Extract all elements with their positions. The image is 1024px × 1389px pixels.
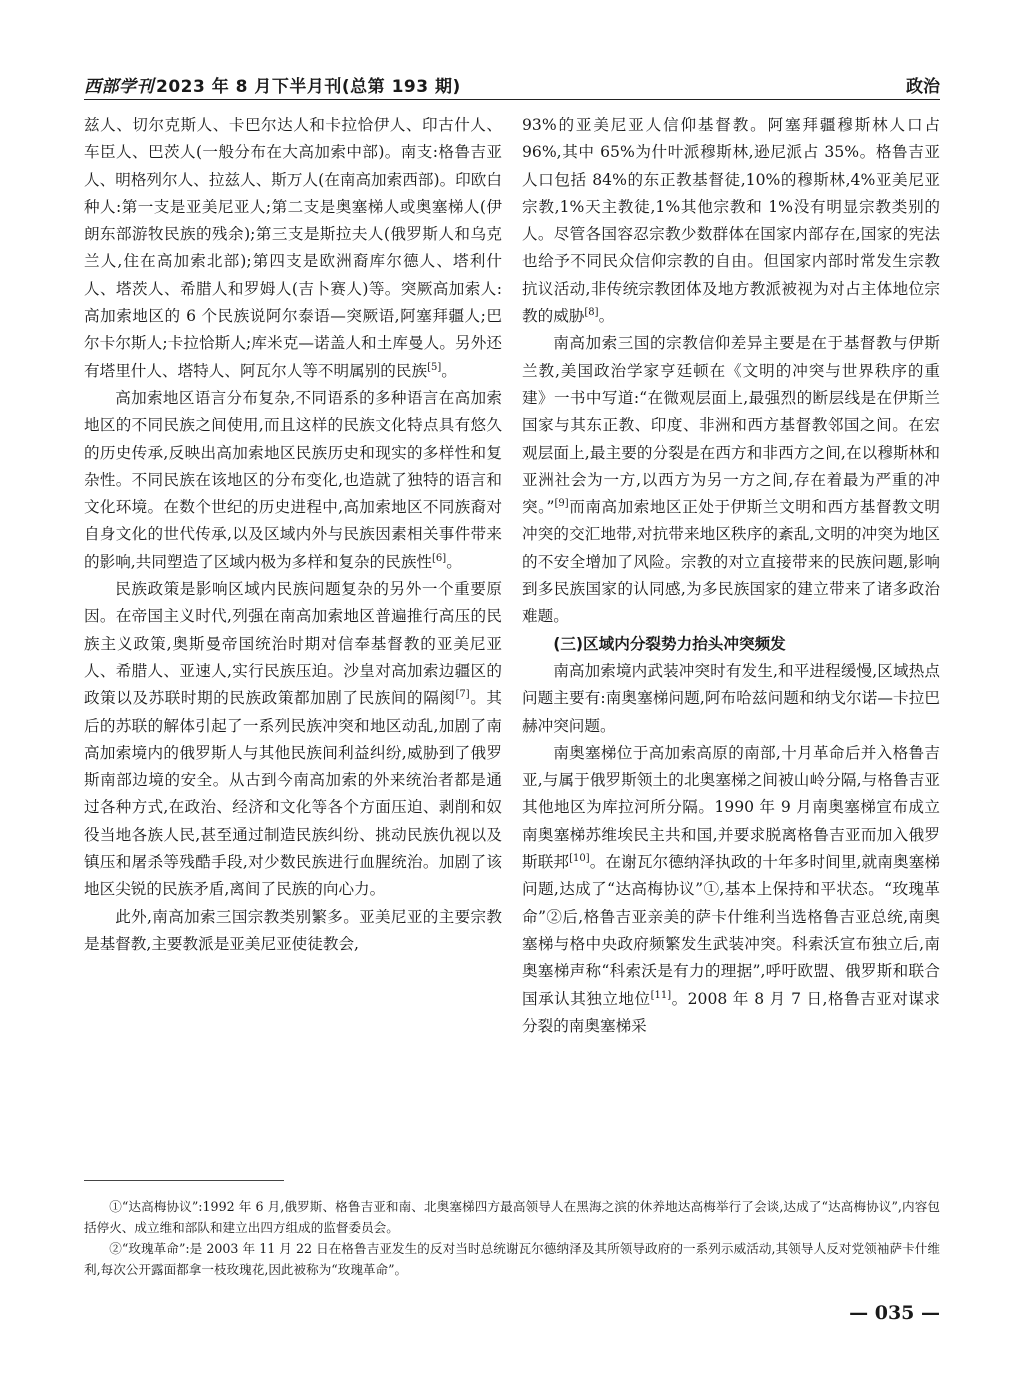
citation: [5]	[427, 361, 442, 373]
citation: [10]	[569, 852, 590, 864]
citation: [7]	[455, 689, 470, 701]
paragraph-text: 。其后的苏联的解体引起了一系列民族冲突和地区动乱,加剧了南高加索境内的俄罗斯人与其他民族间利益纠纷,威胁到了俄罗斯南部边境的安全。从古到今南高加索的外来统治者都是通过各种方式,在政治、经济和文化等各个方面压迫、剥削和奴役当地各族人民,甚至通过制造民族纠纷、挑动民族仇视以及镇压和屠杀等残酷手段,对少数民族进行血腥统治。加剧了该地区尖锐的民族矛盾,离间了民族的向心力。	[84, 689, 502, 899]
citation: [8]	[584, 306, 599, 318]
paragraph-text: 。在谢瓦尔德纳泽执政的十年多时间里,就南奥塞梯问题,达成了“达高梅协议”①,基本上保持和平状态。“玫瑰革命”②后,格鲁吉亚亲美的萨卡什维利当选格鲁吉亚总统,南奥塞梯与格中央政府频繁发生武装冲突。科索沃宣布独立后,南奥塞梯声称“科索沃是有力的理据”,呼吁欧盟、俄罗斯和联合国承认其独立地位	[522, 853, 940, 1008]
paragraph-text: 高加索地区语言分布复杂,不同语系的多种语言在高加索地区的不同民族之间使用,而且这样的民族文化特点具有悠久的历史传承,反映出高加索地区民族历史和现实的多样性和复杂性。不同民族在该地区的分布变化,也造就了独特的语言和文化环境。在数个世纪的历史进程中,高加索地区不同族裔对自身文化的世代传承,以及区域内外与民族因素相关事件带来的影响,共同塑造了区域内极为多样和复杂的民族性	[84, 388, 502, 571]
journal-logo: 西部学刊	[84, 77, 154, 97]
paragraph-text: 此外,南高加索三国宗教类别繁多。亚美尼亚的主要宗教是基督教,主要教派是亚美尼亚使徒教会,	[84, 907, 502, 953]
paragraph-text: 。	[441, 361, 457, 380]
paragraph-text: 南奥塞梯位于高加索高原的南部,十月革命后并入格鲁吉亚,与属于俄罗斯领土的北奥塞梯之间被山岭分隔,与格鲁吉亚其他地区为库拉河所分隔。1990 年 9 月南奥塞梯宣布成立南奥塞梯苏维埃民主共和国,并要求脱离格鲁吉亚而加入俄罗斯联邦	[522, 743, 940, 872]
paragraph	[84, 576, 502, 904]
footnote: ②“玫瑰革命”:是 2003 年 11 月 22 日在格鲁吉亚发生的反对当时总统谢瓦尔德纳泽及其所领导政府的一系列示威活动,其领导人反对党领袖萨卡什维利,每次公开露面都拿一枝玫瑰花,因此被称为“玫瑰革命”。	[84, 1241, 940, 1277]
paragraph	[522, 658, 940, 740]
paragraph-text: 民族政策是影响区域内民族问题复杂的另外一个重要原因。在帝国主义时代,列强在南高加索地区普遍推行高压的民族主义政策,奥斯曼帝国统治时期对信奉基督教的亚美尼亚人、希腊人、亚速人,实行民族压迫。沙皇对高加索边疆区的政策以及苏联时期的民族政策都加剧了民族间的隔阂	[84, 580, 502, 708]
journal-issue: 2023 年 8 月下半月刊(总第 193 期)	[156, 77, 461, 97]
paragraph-text: 而南高加索地区正处于伊斯兰文明和西方基督教文明冲突的交汇地带,对抗带来地区秩序的紊乱,文明的冲突为地区的不安全增加了风险。宗教的对立直接带来的民族问题,影响到多民族国家的认同感,为多民族国家的建立带来了诸多政治难题。	[522, 498, 940, 626]
left-column	[84, 112, 502, 958]
paragraph-text: 93%的亚美尼亚人信仰基督教。阿塞拜疆穆斯林人口占 96%,其中 65%为什叶派穆斯林,逊尼派占 35%。格鲁吉亚人口包括 84%的东正教基督徒,10%的穆斯林,4%亚美尼亚宗教,1%天主教徒,1%其他宗教和 1%没有明显宗教类别的人。尽管各国容忍宗教少数群体在国家内部存在,国家的宪法也给予不同民众信仰宗教的自由。但国家内部时常发生宗教抗议活动,非传统宗教团体及地方教派被视为对占主体地位宗教的威胁	[522, 116, 940, 326]
paragraph	[84, 904, 502, 959]
paragraph-text: 南高加索境内武装冲突时有发生,和平进程缓慢,区域热点问题主要有:南奥塞梯问题,阿布哈兹问题和纳戈尔诺—卡拉巴赫冲突问题。	[522, 661, 940, 735]
paragraph	[522, 740, 940, 1040]
paragraph	[522, 330, 940, 630]
paragraph-text: 。	[446, 552, 462, 571]
citation: [6]	[432, 552, 447, 564]
paragraph-text: 南高加索三国的宗教信仰差异主要是在于基督教与伊斯兰教,美国政治学家亨廷顿在《文明的冲突与世界秩序的重建》一书中写道:“在微观层面上,最强烈的断层线是在伊斯兰国家与其东正教、印度、非洲和西方基督教邻国之间。在宏观层面上,最主要的分裂是在西方和非西方之间,在以穆斯林和亚洲社会为一方,以西方为另一方之间,存在着最为严重的冲突。”	[522, 334, 940, 517]
page-number: — 035 —	[849, 1302, 940, 1324]
section-label: 政治	[906, 77, 940, 97]
right-column	[522, 112, 940, 1040]
header-rule	[84, 99, 940, 100]
journal-title	[84, 72, 461, 97]
section-heading: (三)区域内分裂势力抬头冲突频发	[553, 634, 786, 653]
paragraph	[84, 112, 502, 385]
paragraph-text: 。	[598, 307, 615, 326]
paragraph	[84, 385, 502, 576]
running-header	[84, 72, 940, 102]
citation: [11]	[650, 989, 672, 1001]
paragraph	[522, 112, 940, 330]
paragraph-text: 。2008 年 8 月 7 日,格鲁吉亚对谋求分裂的南奥塞梯采	[522, 989, 940, 1035]
citation: [9]	[554, 497, 569, 509]
paragraph-text: 兹人、切尔克斯人、卡巴尔达人和卡拉恰伊人、印古什人、车臣人、巴茨人(一般分布在大高加索中部)。南支:格鲁吉亚人、明格列尔人、拉兹人、斯万人(在南高加索西部)。印欧白种人:第一支是亚美尼亚人;第二支是奥塞梯人或奥塞梯人(伊朗东部游牧民族的残余);第三支是斯拉夫人(俄罗斯人和乌克兰人,住在高加索北部);第四支是欧洲裔库尔德人、塔利什人、塔茨人、希腊人和罗姆人(吉卜赛人)等。突厥高加索人:高加索地区的 6 个民族说阿尔泰语—突厥语,阿塞拜疆人;巴尔卡尔斯人;卡拉恰斯人;库米克—诺盖人和土库曼人。另外还有塔里什人、塔特人、阿瓦尔人等不明属别的民族	[84, 116, 502, 380]
footnote-rule	[84, 1180, 284, 1181]
footnote: ①“达高梅协议”:1992 年 6 月,俄罗斯、格鲁吉亚和南、北奥塞梯四方最高领导人在黑海之滨的休养地达高梅举行了会谈,达成了“达高梅协议”,内容包括停火、成立维和部队和建立出四方组成的监督委员会。	[84, 1199, 940, 1235]
footnotes	[84, 1196, 940, 1280]
